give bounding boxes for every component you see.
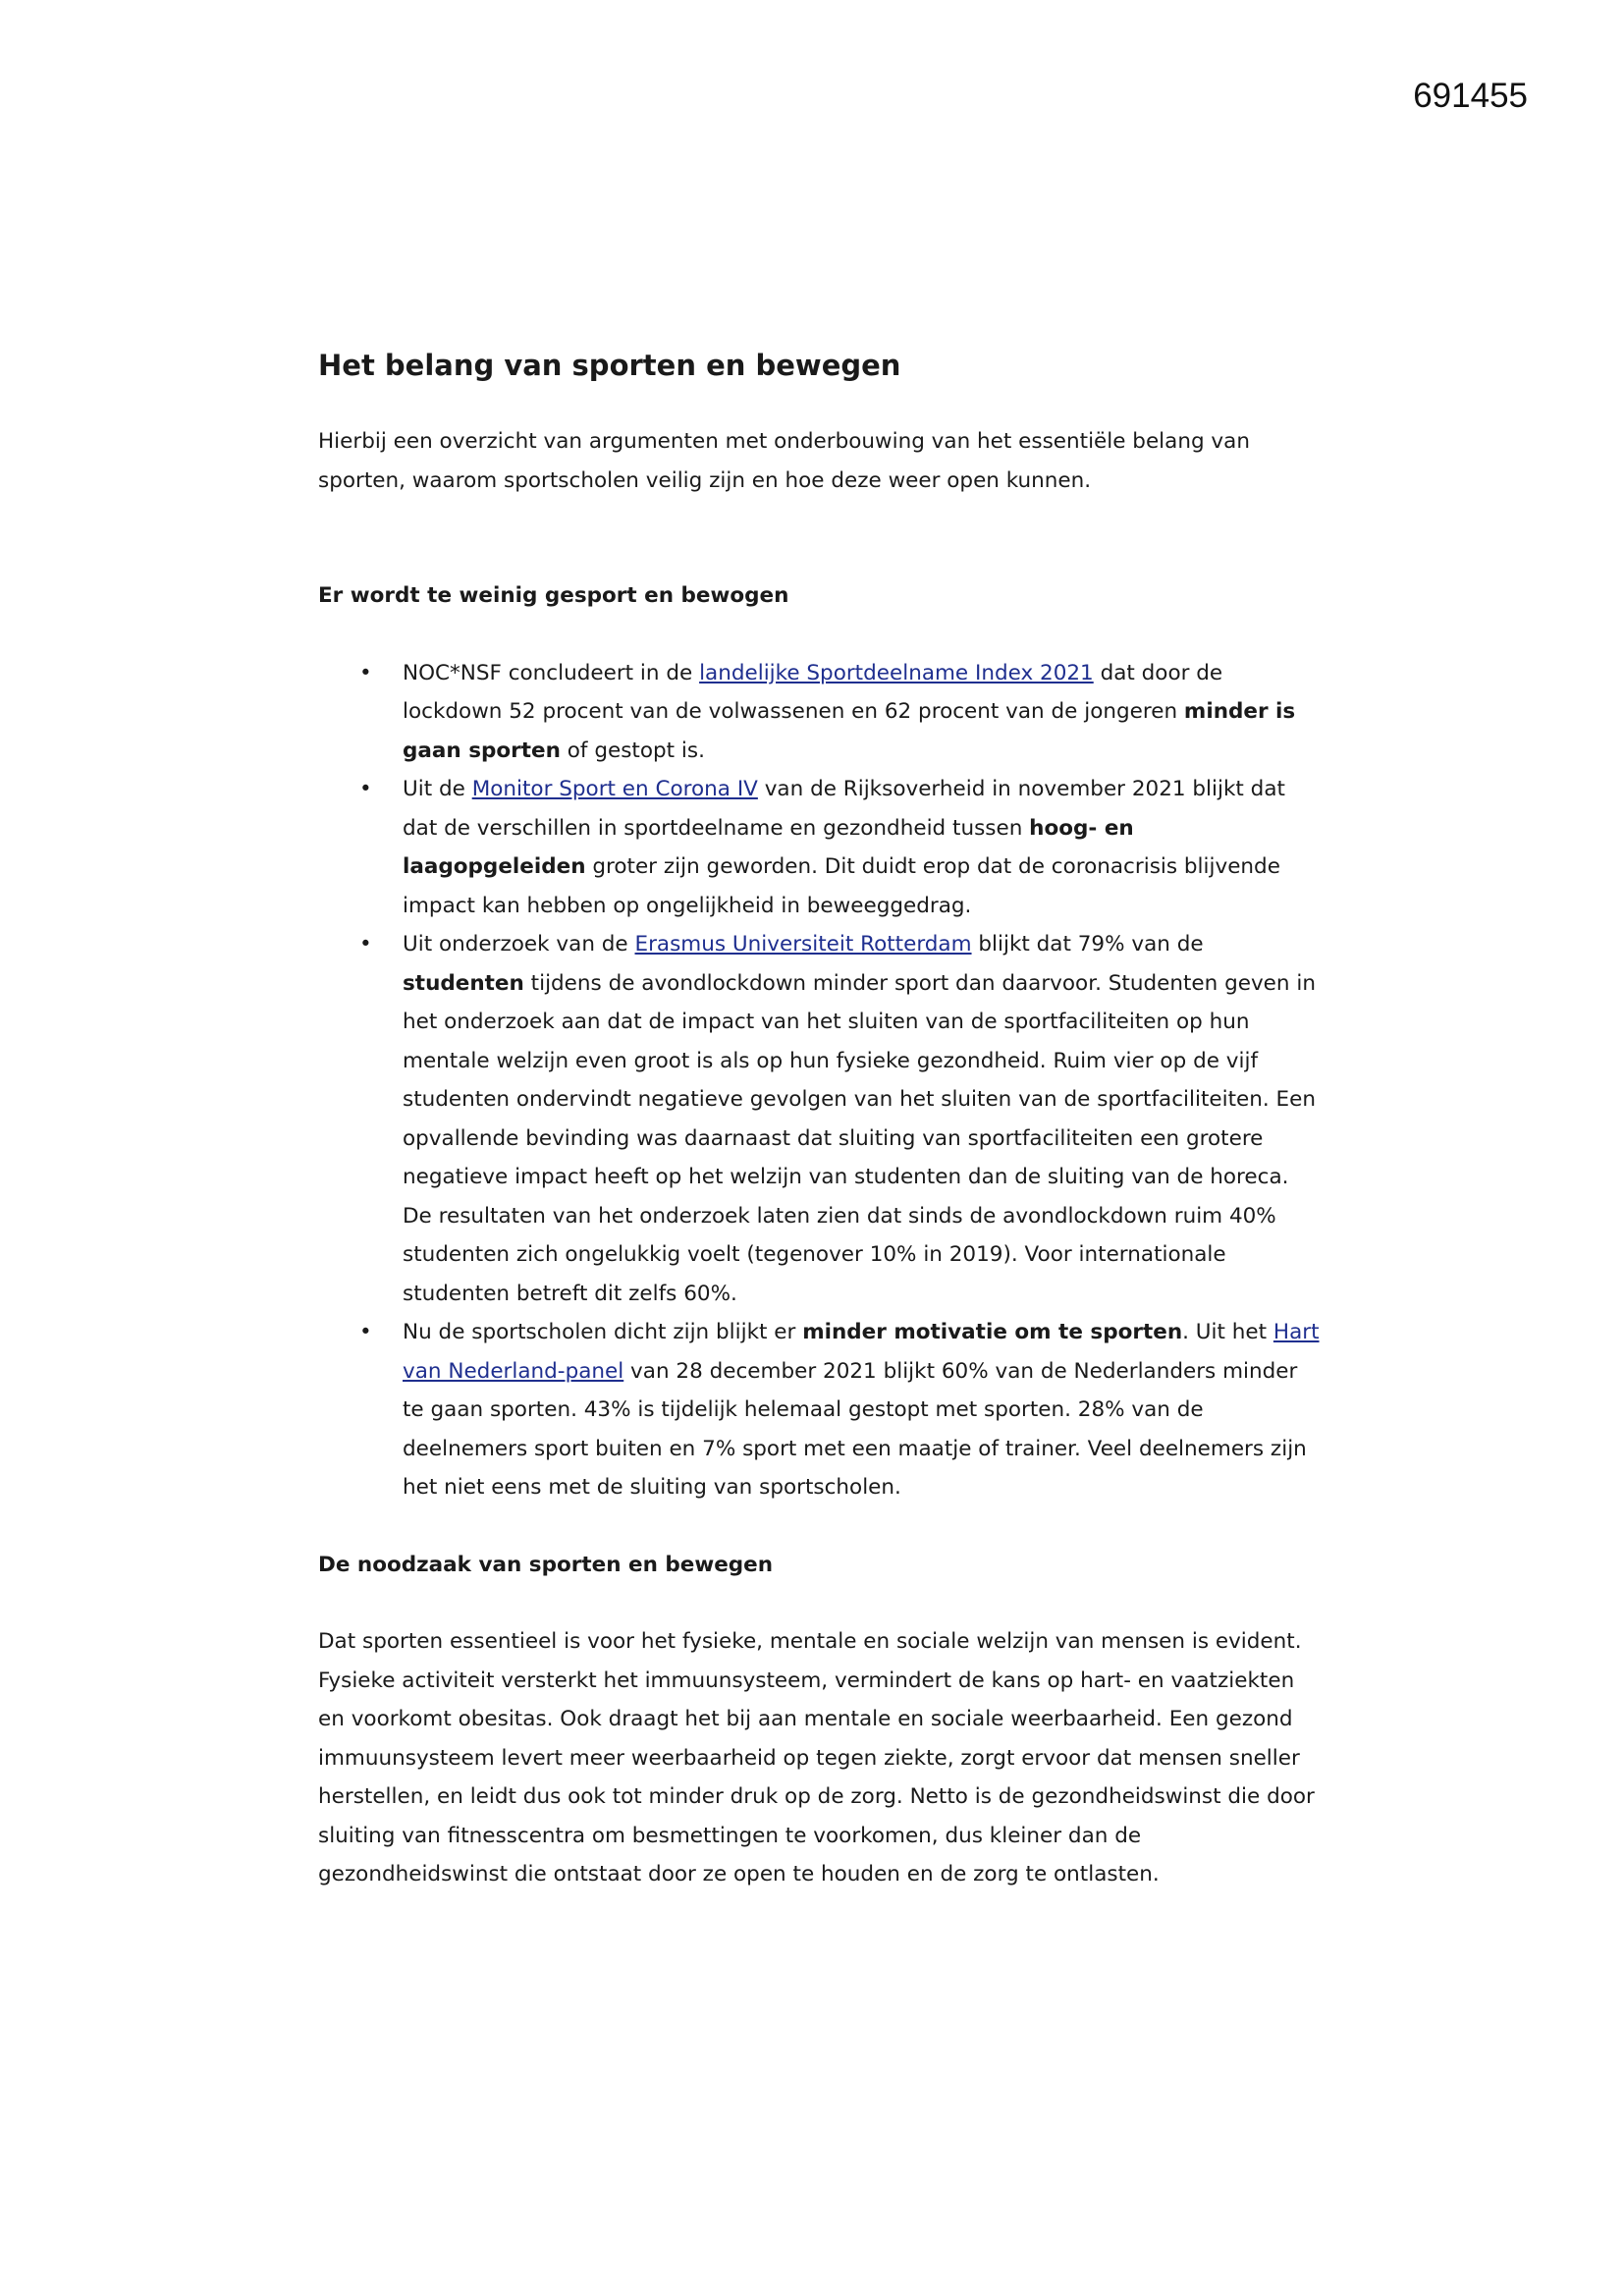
bullet-text: of gestopt is.: [560, 738, 705, 763]
bullet-text: Uit onderzoek van de: [403, 932, 635, 957]
bullet-text: groter zijn geworden. Dit duidt erop dat de coronacrisis blijvende impact kan hebben op ongelijkheid in beweeggedrag.: [403, 854, 1280, 918]
link-hart-van-nederland-panel[interactable]: Hart van Nederland-panel: [403, 1320, 1320, 1384]
document-number: 691455: [1413, 77, 1528, 115]
bullet-icon: •: [359, 1320, 372, 1344]
list-item: [318, 1313, 1320, 1507]
link-sportdeelname-index[interactable]: landelijke Sportdeelname Index 2021: [699, 660, 1094, 685]
bullet-emphasis: minder is gaan sporten: [403, 699, 1296, 763]
bullet-emphasis: studenten: [403, 970, 524, 996]
bullet-text: Uit de: [403, 777, 472, 801]
bullet-emphasis: hoog- en laagopgeleiden: [403, 815, 1134, 879]
bullet-text: tijdens de avondlockdown minder sport dan daarvoor. Studenten geven in het onderzoek aan dat de impact van het sluiten van de sportfaciliteiten op hun mentale welzijn even groot is als op hun fysieke gezondheid. Ruim vier op de vijf studenten ondervindt negatieve gevolgen van het sluiten van de sportfaciliteiten. Een opvallende bevinding was daarnaast dat sluiting van sportfaciliteiten een grotere negatieve impact heeft op het welzijn van studenten dan de sluiting van de horeca. De resultaten van het onderzoek laten zien dat sinds de avondlockdown ruim 40% studenten zich ongelukkig voelt (tegenover 10% in 2019). Voor internationale studenten betreft dit zelfs 60%.: [403, 970, 1316, 1306]
bullet-text: van 28 december 2021 blijkt 60% van de Nederlanders minder te gaan sporten. 43% is tijdelijk helemaal gestopt met sporten. 28% van de deelnemers sport buiten en 7% sport met een maatje of trainer. Veel deelnemers zijn het niet eens met de sluiting van sportscholen.: [403, 1358, 1307, 1500]
bullet-text: dat door de lockdown 52 procent van de volwassenen en 62 procent van de jongeren: [403, 660, 1223, 724]
page-title: Het belang van sporten en bewegen: [318, 349, 901, 382]
link-erasmus-universiteit[interactable]: Erasmus Universiteit Rotterdam: [634, 932, 972, 957]
bullet-emphasis: minder motivatie om te sporten: [802, 1320, 1183, 1344]
bullet-list: [318, 654, 1320, 1507]
body-paragraph: Dat sporten essentieel is voor het fysieke, mentale en sociale welzijn van mensen is evident. Fysieke activiteit versterkt het immuunsysteem, vermindert de kans op hart- en vaatziekten en voorkomt obesitas. Ook draagt het bij aan mentale en sociale weerbaarheid. Een gezond immuunsysteem levert meer weerbaarheid op tegen ziekte, zorgt ervoor dat mensen sneller herstellen, en leidt dus ook tot minder druk op de zorg. Netto is de gezondheidswinst die door sluiting van fitnesscentra om besmettingen te voorkomen, dus kleiner dan de gezondheidswinst die ontstaat door ze open te houden en de zorg te ontlasten.: [318, 1629, 1315, 1886]
section-heading-weinig-gesport: Er wordt te weinig gesport en bewogen: [318, 583, 789, 608]
bullet-icon: •: [359, 777, 372, 801]
section-heading-noodzaak: De noodzaak van sporten en bewegen: [318, 1552, 774, 1577]
bullet-text: blijkt dat 79% van de: [971, 932, 1204, 957]
bullet-icon: •: [359, 932, 372, 957]
bullet-icon: •: [359, 660, 372, 685]
list-item: [318, 654, 1320, 771]
bullet-text: . Uit het: [1182, 1320, 1273, 1344]
intro-paragraph: Hierbij een overzicht van argumenten met onderbouwing van het essentiële belang van sporten, waarom sportscholen veilig zijn en hoe deze weer open kunnen.: [318, 429, 1250, 493]
bullet-text: NOC*NSF concludeert in de: [403, 660, 700, 685]
link-monitor-sport-corona[interactable]: Monitor Sport en Corona IV: [471, 777, 758, 801]
bullet-text: van de Rijksoverheid in november 2021 blijkt dat dat de verschillen in sportdeelname en gezondheid tussen: [403, 777, 1285, 841]
list-item: [318, 925, 1320, 1313]
bullet-text: Nu de sportscholen dicht zijn blijkt er: [403, 1320, 803, 1344]
document-body: [318, 346, 1320, 1894]
list-item: [318, 770, 1320, 925]
